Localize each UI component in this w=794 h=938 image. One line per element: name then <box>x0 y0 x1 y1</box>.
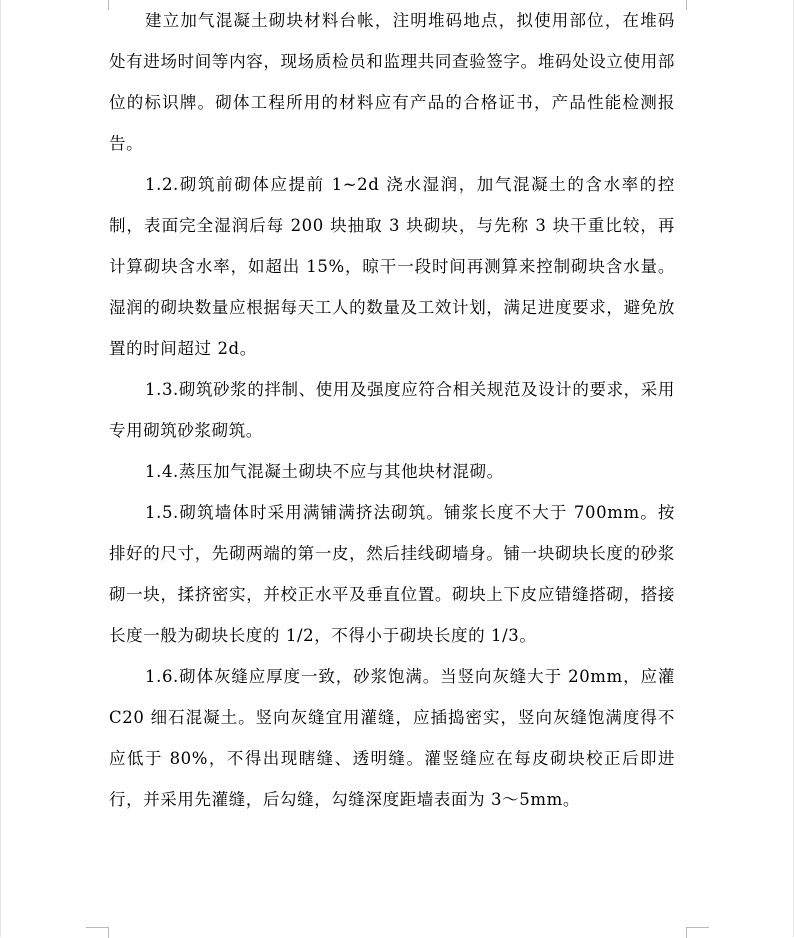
crop-mark-bottom-left <box>86 927 109 938</box>
paragraph-1-4-no-mixing: 1.4.蒸压加气混凝土砌块不应与其他块材混砌。 <box>145 462 504 481</box>
crop-mark-top-left <box>86 0 109 10</box>
paragraph-material-ledger: 建立加气混凝土砌块材料台帐，注明堆码地点，拟使用部位，在堆码处有进场时间等内容，现场质检员和监理共同查验签字。堆码处设立使用部位的标识牌。砌体工程所用的材料应有产品的合格证书，产品性能检测报告。 <box>109 11 675 153</box>
document-body <box>109 0 675 820</box>
paragraph-1-2-wetting: 1.2.砌筑前砌体应提前 1~2d 浇水湿润，加气混凝土的含水率的控制，表面完全湿润后每 200 块抽取 3 块砌块，与先称 3 块干重比较，再计算砌块含水率，如超出 15%，晾干一段时间再测算来控制砌块含水量。湿润的砌块数量应根据每天工人的数量及工效计划，满足进度要求，避免放置的时间超过 2d。 <box>109 175 675 358</box>
paragraph-1-5-laying-method: 1.5.砌筑墙体时采用满铺满挤法砌筑。铺浆长度不大于 700mm。按排好的尺寸，先砌两端的第一皮，然后挂线砌墙身。铺一块砌块长度的砂浆砌一块，揉挤密实，并校正水平及垂直位置。砌块上下皮应错缝搭砌，搭接长度一般为砌块长度的 1/2，不得小于砌块长度的 1/3。 <box>109 503 675 645</box>
crop-mark-bottom-right <box>686 927 709 938</box>
paragraph-1-3-mortar: 1.3.砌筑砂浆的拌制、使用及强度应符合相关规范及设计的要求，采用专用砌筑砂浆砌筑。 <box>109 380 675 440</box>
crop-mark-top-right <box>686 0 709 10</box>
page-left-edge <box>0 0 1 937</box>
paragraph-1-6-mortar-joints: 1.6.砌体灰缝应厚度一致，砂浆饱满。当竖向灰缝大于 20mm，应灌 C20 细石混凝土。竖向灰缝宜用灌缝，应插捣密实，竖向灰缝饱满度得不应低于 80%，不得出现瞎缝、透明缝。灌竖缝应在每皮砌块校正后即进行，并采用先灌缝，后勾缝，勾缝深度距墙表面为 3～5mm。 <box>109 667 675 809</box>
